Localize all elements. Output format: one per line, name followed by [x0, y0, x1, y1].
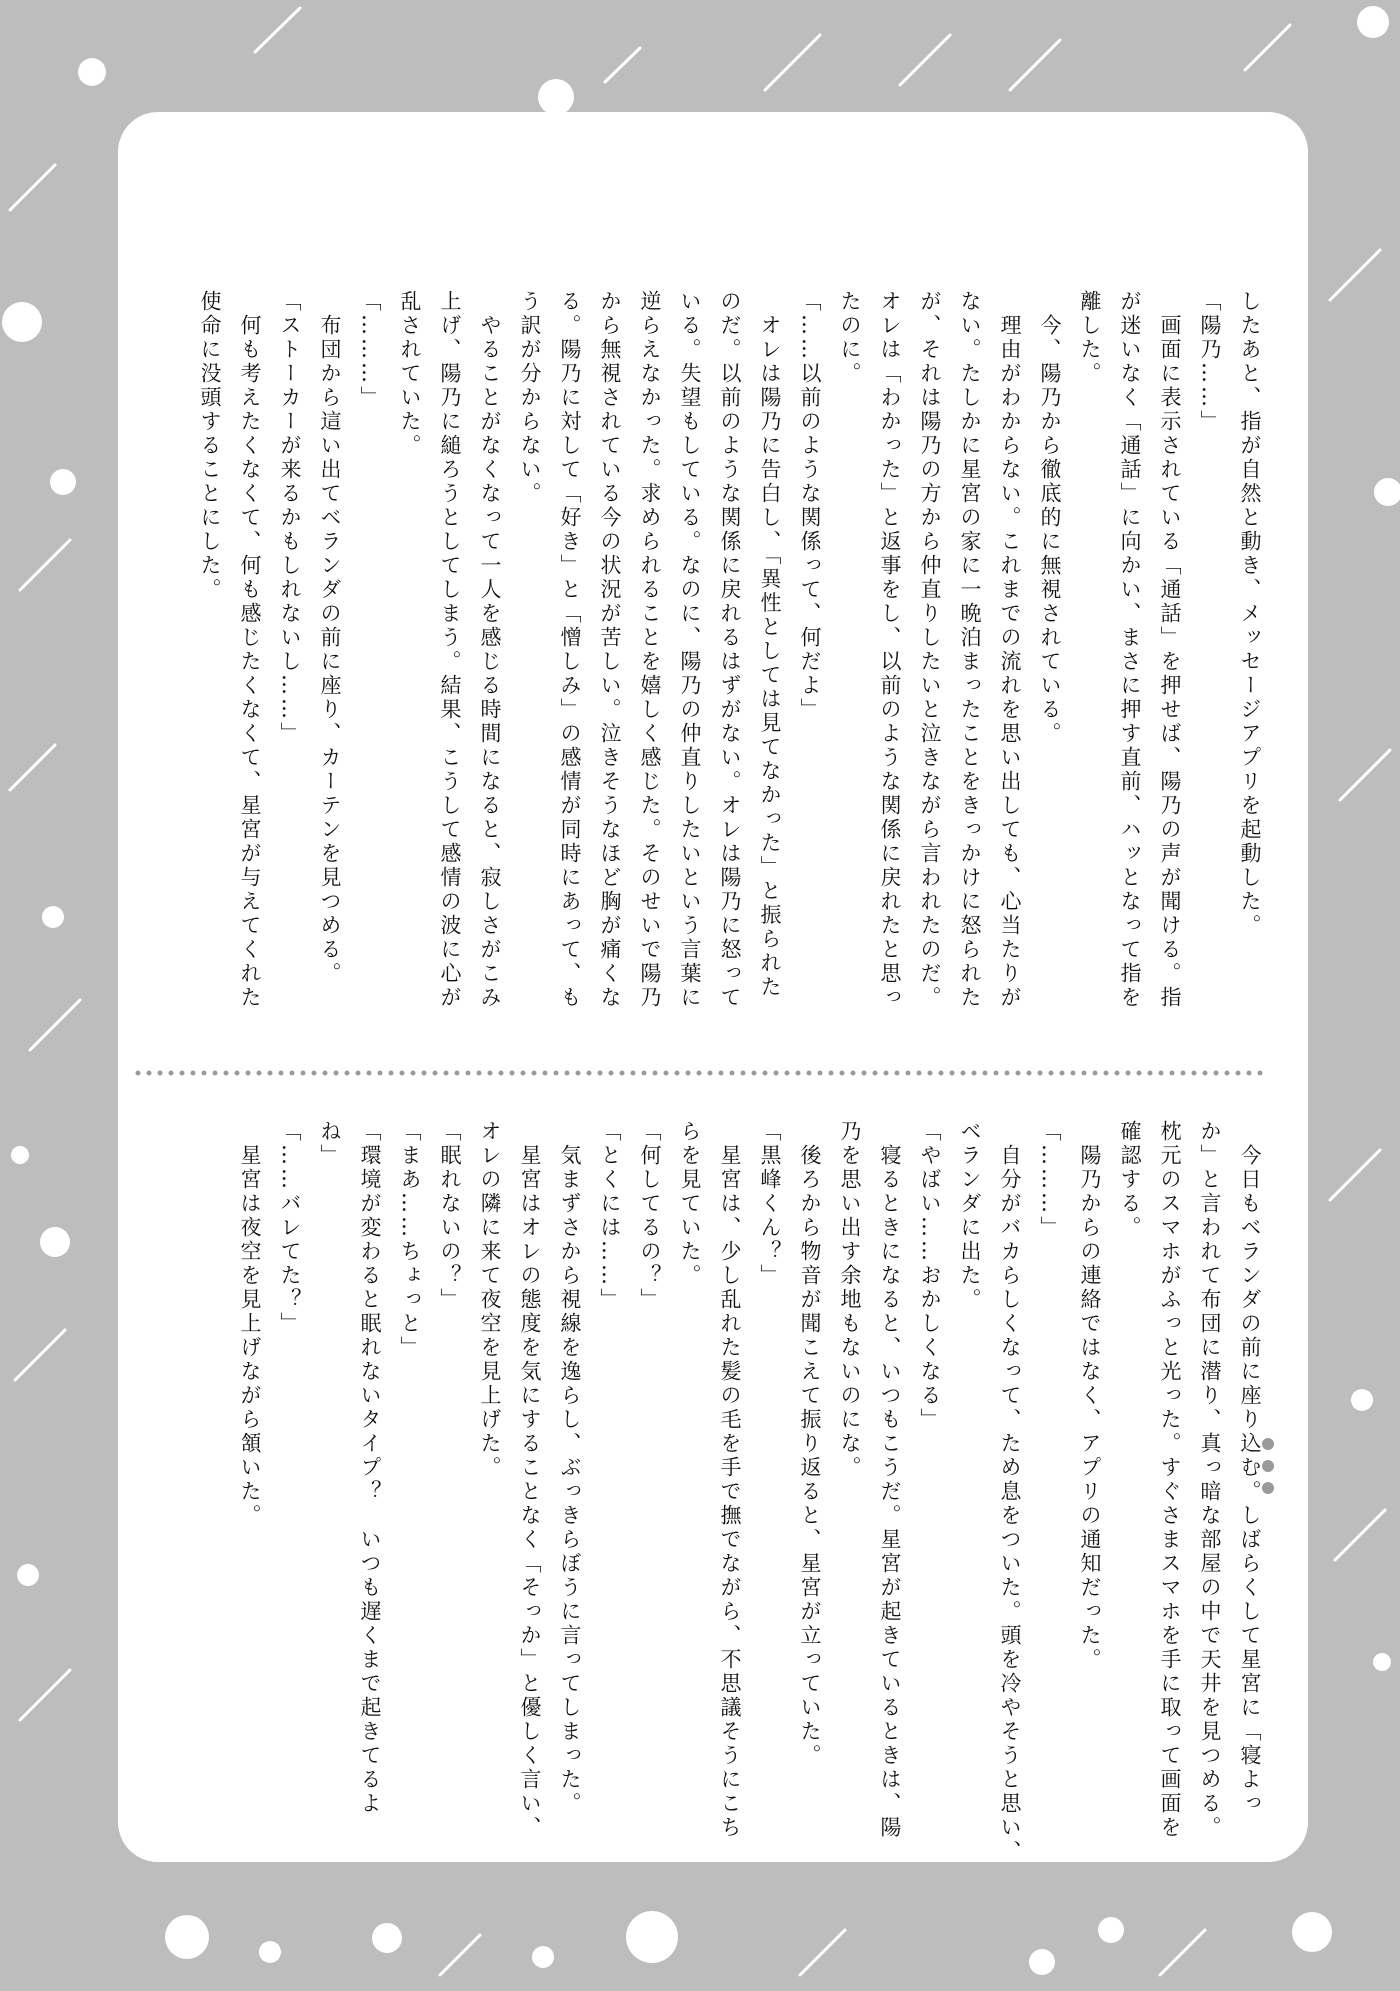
paragraph-line: 星宮は夜空を見上げながら頷いた。	[238, 1120, 262, 1528]
paragraph-line: やることがなくなって一人を感じる時間になると、寂しさがこみ	[478, 290, 502, 1010]
paragraph-line: 「………」	[358, 290, 382, 410]
paragraph-line: 寝るときになると、いつもこうだ。星宮が起きているときは、陽	[878, 1120, 902, 1840]
paragraph-line: が迷いなく「通話」に向かい、まさに押す直前、ハッとなって指を	[1118, 290, 1142, 1010]
paragraph-line: 「……バレてた？」	[278, 1120, 302, 1336]
paragraph-line: 「やばい……おかしくなる」	[918, 1120, 942, 1432]
paragraph-line: う訳が分からない。	[518, 290, 542, 506]
paragraph-line: 布団から這い出てベランダの前に座り、カーテンを見つめる。	[318, 290, 342, 986]
paragraph-line: 「……以前のような関係って、何だよ」	[798, 290, 822, 722]
paragraph-line: 「まあ……ちょっと」	[398, 1120, 422, 1360]
paragraph-line: 逆らえなかった。求められることを嬉しく感じた。そのせいで陽乃	[638, 290, 662, 1010]
paragraph-line: 「何してるの？」	[638, 1120, 662, 1312]
paragraph-line: 「とくには……」	[598, 1120, 622, 1312]
paragraph-line: 確認する。	[1118, 1120, 1142, 1240]
upper-text-block	[190, 290, 1270, 1060]
paragraph-line: オレは陽乃に告白し、「異性としては見てなかった」と振られた	[758, 290, 782, 1000]
paragraph-line: 何も考えたくなくて、何も感じたくなくて、星宮が与えてくれた	[238, 290, 262, 1010]
paragraph-line: 枕元のスマホがふっと光った。すぐさまスマホを手に取って画面を	[1158, 1120, 1182, 1840]
paragraph-line: 乃を思い出す余地もないのにな。	[838, 1120, 862, 1480]
paragraph-line: ベランダに出た。	[958, 1120, 982, 1312]
paragraph-line: 離した。	[1078, 290, 1102, 386]
paragraph-line: たのに。	[838, 290, 862, 386]
paragraph-line: 「眠れないの？」	[438, 1120, 462, 1312]
paragraph-line: る。陽乃に対して「好き」と「憎しみ」の感情が同時にあって、も	[558, 290, 582, 1010]
paragraph-line: らを見ていた。	[678, 1120, 702, 1288]
paragraph-line: ない。たしかに星宮の家に一晩泊まったことをきっかけに怒られた	[958, 290, 982, 1010]
paragraph-line: ね」	[318, 1120, 342, 1168]
paragraph-line: 乱されていた。	[398, 290, 422, 458]
paragraph-line: 「環境が変わると眠れないタイプ？ いつも遅くまで起きてるよ	[358, 1120, 382, 1816]
paragraph-line: か」と言われて布団に潜り、真っ暗な部屋の中で天井を見つめる。	[1198, 1120, 1222, 1840]
paragraph-line: 後ろから物音が聞こえて振り返ると、星宮が立っていた。	[798, 1120, 822, 1768]
paragraph-line: 今、陽乃から徹底的に無視されている。	[1038, 290, 1062, 746]
paragraph-line: 星宮はオレの態度を気にすることなく「そっか」と優しく言い、	[518, 1120, 542, 1840]
paragraph-line: のだ。以前のような関係に戻れるはずがない。オレは陽乃に怒って	[718, 290, 742, 1010]
paragraph-line: したあと、指が自然と動き、メッセージアプリを起動した。	[1238, 290, 1262, 938]
paragraph-line: 自分がバカらしくなって、ため息をついた。頭を冷やそうと思い、	[998, 1120, 1022, 1864]
paragraph-line: いる。失望もしている。なのに、陽乃の仲直りしたいという言葉に	[678, 290, 702, 1010]
paragraph-line: が、それは陽乃の方から仲直りしたいと泣きながら言われたのだ。	[918, 290, 942, 1010]
paragraph-line: 今日もベランダの前に座り込む。しばらくして星宮に「寝よっ	[1238, 1120, 1262, 1816]
paragraph-line: オレの隣に来て夜空を見上げた。	[478, 1120, 502, 1480]
paragraph-line: 陽乃からの連絡ではなく、アプリの通知だった。	[1078, 1120, 1102, 1672]
paragraph-line: 気まずさから視線を逸らし、ぶっきらぼうに言ってしまった。	[558, 1120, 582, 1816]
dotted-divider-icon	[130, 1066, 1270, 1080]
paragraph-line: オレは「わかった」と返事をし、以前のような関係に戻れたと思っ	[878, 290, 902, 1010]
paragraph-line: 「陽乃……」	[1198, 290, 1222, 434]
paragraph-line: 「………」	[1038, 1120, 1062, 1240]
paragraph-line: 画面に表示されている「通話」を押せば、陽乃の声が聞ける。指	[1158, 290, 1182, 1010]
paragraph-line: 「ストーカーが来るかもしれないし……」	[278, 290, 302, 746]
paragraph-line: 理由がわからない。これまでの流れを思い出しても、心当たりが	[998, 290, 1022, 1010]
paragraph-line: 使命に没頭することにした。	[198, 290, 222, 602]
paragraph-line: 星宮は、少し乱れた髪の毛を手で撫でながら、不思議そうにこち	[718, 1120, 742, 1840]
lower-text-block	[190, 1120, 1270, 1864]
paragraph-line: から無視されている今の状況が苦しい。泣きそうなほど胸が痛くな	[598, 290, 622, 1010]
paragraph-line: 「黒峰くん？」	[758, 1120, 782, 1288]
paragraph-line: 上げ、陽乃に縋ろうとしてしまう。結果、こうして感情の波に心が	[438, 290, 462, 1010]
